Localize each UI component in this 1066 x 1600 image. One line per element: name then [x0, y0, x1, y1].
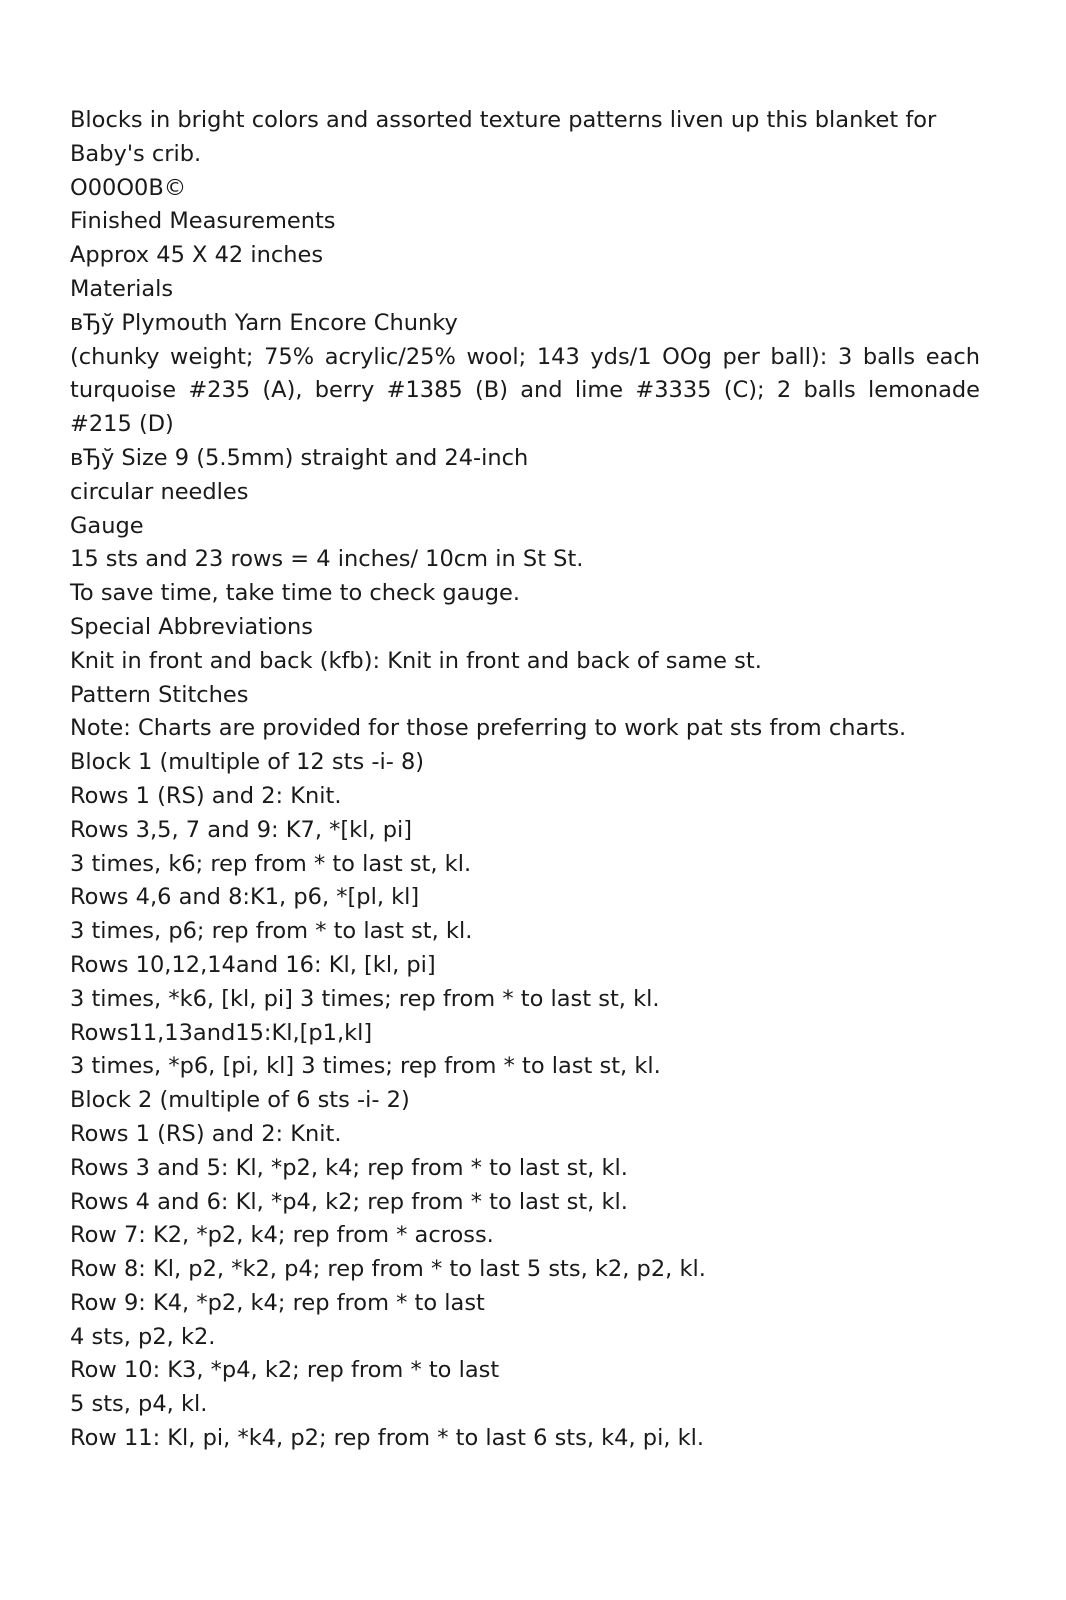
heading-materials: Materials: [70, 275, 174, 302]
pattern-code: O00O0B©: [70, 174, 187, 201]
instruction-line: 3 times, k6; rep from * to last st, kl.: [70, 850, 472, 877]
instruction-line: Row 7: K2, *p2, k4; rep from * across.: [70, 1222, 494, 1249]
heading-special-abbreviations: Special Abbreviations: [70, 613, 313, 640]
instruction-line: Rows 1 (RS) and 2: Knit.: [70, 1120, 342, 1147]
section-measurements-materials: [70, 205, 980, 340]
material-needles: вЂў Size 9 (5.5mm) straight and 24-inch: [70, 444, 529, 471]
instruction-line: 5 sts, p4, kl.: [70, 1391, 208, 1418]
gauge-value: 15 sts and 23 rows = 4 inches/ 10cm in St St.: [70, 546, 584, 573]
material-needles-cont: circular needles: [70, 478, 249, 505]
intro-paragraph: Blocks in bright colors and assorted texture patterns liven up this blanket for Baby's crib.: [70, 107, 937, 167]
instruction-line: Row 10: K3, *p4, k2; rep from * to last: [70, 1357, 500, 1384]
gauge-note: To save time, take time to check gauge.: [70, 580, 520, 607]
instruction-line: 4 sts, p2, k2.: [70, 1323, 216, 1350]
measurement-value: Approx 45 X 42 inches: [70, 242, 324, 269]
instruction-line: Row 9: K4, *p2, k4; rep from * to last: [70, 1289, 485, 1316]
heading-gauge: Gauge: [70, 512, 144, 539]
materials-detail-paragraph: (chunky weight; 75% acrylic/25% wool; 143 yds/1 OOg per ball): 3 balls each turquoise #235 (A), berry #1385 (B) and lime #3335 (C); 2 balls lemonade #215 (D): [70, 343, 980, 438]
section-pattern-body: [70, 442, 980, 1456]
charts-note: Note: Charts are provided for those preferring to work pat sts from charts.: [70, 715, 907, 742]
instruction-line: 3 times, p6; rep from * to last st, kl.: [70, 918, 473, 945]
heading-block-1: Block 1 (multiple of 12 sts -i- 8): [70, 749, 425, 776]
instruction-line: Rows11,13and15:Kl,[p1,kl]: [70, 1019, 373, 1046]
instruction-line: Rows 4,6 and 8:K1, p6, *[pl, kl]: [70, 884, 420, 911]
document-page: [70, 104, 980, 1456]
heading-finished-measurements: Finished Measurements: [70, 208, 336, 235]
instruction-line: Rows 4 and 6: Kl, *p4, k2; rep from * to last st, kl.: [70, 1188, 628, 1215]
instruction-line: 3 times, *p6, [pi, kl] 3 times; rep from * to last st, kl.: [70, 1053, 661, 1080]
instruction-line: 3 times, *k6, [kl, pi] 3 times; rep from * to last st, kl.: [70, 985, 660, 1012]
instruction-line: Rows 1 (RS) and 2: Knit.: [70, 782, 342, 809]
material-yarn: вЂў Plymouth Yarn Encore Chunky: [70, 309, 458, 336]
instruction-line: Rows 3,5, 7 and 9: K7, *[kl, pi]: [70, 816, 413, 843]
instruction-line: Rows 3 and 5: Kl, *p2, k4; rep from * to last st, kl.: [70, 1154, 628, 1181]
abbreviation-kfb: Knit in front and back (kfb): Knit in front and back of same st.: [70, 647, 762, 674]
instruction-line: Row 11: Kl, pi, *k4, p2; rep from * to last 6 sts, k4, pi, kl.: [70, 1425, 705, 1452]
instruction-line: Rows 10,12,14and 16: Kl, [kl, pi]: [70, 951, 436, 978]
heading-pattern-stitches: Pattern Stitches: [70, 681, 249, 708]
instruction-line: Row 8: Kl, p2, *k2, p4; rep from * to last 5 sts, k2, p2, kl.: [70, 1256, 706, 1283]
heading-block-2: Block 2 (multiple of 6 sts -i- 2): [70, 1087, 410, 1114]
